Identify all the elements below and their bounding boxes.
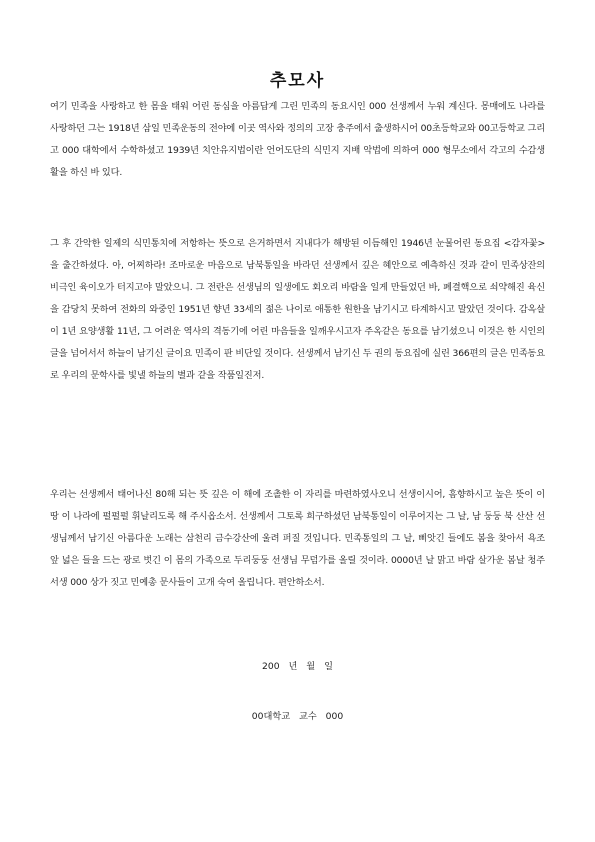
signature-line: 00대학교 교수 000 <box>251 711 344 722</box>
document-page <box>50 0 545 842</box>
paragraph-1: 여기 민족을 사랑하고 한 몸을 태워 어린 동심을 아름답게 그린 민족의 동요시인 000 선생께서 누워 계신다. 몽매에도 나라를 사랑하던 그는 1918년 삼일 민족운동의 전야에 이곳 역사와 정의의 고장 충주에서 출생하시어 00초등학교와 00고등학교 그리고 000 대학에서 수학하셨고 1939년 치안유지법이란 언어도단의 식민지 지배 악법에 의하여 000 형무소에서 각고의 수감생활을 하신 바 있다. <box>50 101 545 178</box>
paragraph-3: 우리는 선생께서 태어나신 80해 되는 뜻 깊은 이 해에 조촐한 이 자리를 마련하였사오니 선생이시어, 흠향하시고 높은 뜻이 이 땅 이 나라에 펄펄펄 휘날리도록 해 주시옵소서. 선생께서 그토록 희구하셨던 남북통일이 이루어지는 그 날, 남 둥둥 북 산산 선생님께서 남기신 아름다운 노래는 삼천리 금수강산에 울려 퍼질 것입니다. 민족통일의 그 날, 삐앗긴 들에도 봄을 찾아서 욕조 앞 넓은 들을 드는 광로 벗긴 이 몸의 가족으로 두리둥둥 선생님 무덤가를 올릴 것이라. 0000년 날 맑고 바람 살가운 봄날 청주 서생 000 상가 짓고 민예총 문사들이 고개 숙여 올립니다. 편안하소서. <box>50 489 545 588</box>
paragraph-2: 그 후 간악한 일제의 식민통치에 저항하는 뜻으로 은거하면서 지내다가 해방된 이듬해인 1946년 눈물어린 동요집 <감자꽃>을 출간하셨다. 아, 어찌하라! 조마로운 마음으로 남북통일을 바라던 선생께서 깊은 혜안으로 예측하신 것과 같이 민족상잔의 비극인 육이오가 터지고야 말았으니. 그 전란은 선생님의 일생에도 회오리 바람을 일게 만들었던 바, 폐결핵으로 쇠약해진 육신을 감당치 못하여 전화의 와중인 1951년 향년 33세의 젊은 나이로 애통한 원한을 남기시고 타계하시고 말았던 것이다. 감옥살이 1년 요양생활 11년, 그 어려운 역사의 격동기에 어린 마음들을 일깨우시고자 주옥같은 동요를 남기셨으니 이것은 한 시인의 글을 넘어서서 하늘이 남기신 글이요 민족이 판 비단일 것이다. 선생께서 남기신 두 권의 동요집에 실린 366편의 글은 민족동요로 우리의 문학사를 빛낼 하늘의 별과 같을 작품일진저. <box>50 238 545 381</box>
document-title: 추모사 <box>269 71 326 91</box>
date-line: 200 년 월 일 <box>262 661 333 672</box>
